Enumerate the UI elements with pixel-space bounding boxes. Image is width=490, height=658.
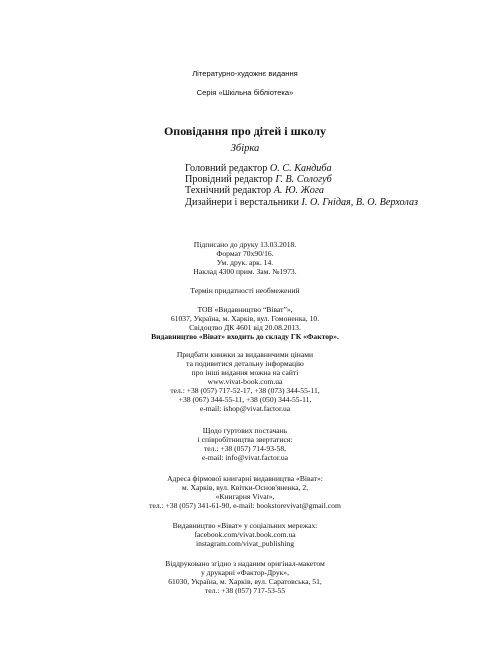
social-block [0, 521, 490, 548]
book-title: Оповідання про дітей і школу [163, 124, 327, 138]
wholesale-line: Щодо гуртових постачань [202, 426, 288, 435]
credits-block [185, 163, 418, 208]
social-line: Видавництво «Віват» у соціальних мережах: [172, 521, 318, 530]
book-subtitle: Збірка [230, 143, 260, 154]
credit-name: О. С. Кандиба [269, 163, 332, 174]
store-line: м. Харків, вул. Квітки-Основ'яненка, 2, [181, 483, 309, 492]
credit-role: Провідний редактор [185, 174, 273, 186]
purchase-line: e-mail: ishop@vivat.factor.ua [199, 404, 291, 413]
printing-line: тел.: +38 (057) 717-53-55 [204, 586, 286, 595]
print-info-line: Наклад 4300 прим. Зам. №1973. [193, 267, 297, 276]
genre-line: Літературно-художнє видання [192, 69, 298, 78]
social-link-instagram: instagram.com/vivat_publishing [195, 539, 295, 548]
printing-line: у друкарні «Фактор-Друк», [200, 568, 290, 577]
printing-line: 61030, Україна, м. Харків, вул. Саратовська, 51, [168, 577, 322, 586]
store-line: тел.: +38 (057) 341-61-90, e-mail: bookstorevivat@gmail.com [149, 501, 341, 510]
print-info-line: Формат 70x90/16. [216, 249, 274, 258]
wholesale-line: тел.: +38 (057) 714-93-58, [203, 444, 287, 453]
validity-line: Термін придатності необмежений [190, 286, 300, 295]
credit-row [185, 163, 418, 174]
publisher-line: Свідоцтво ДК 4601 від 20.08.2013. [189, 323, 301, 332]
store-line: Адреса фірмової книгарні видавництва «Віват»: [167, 474, 323, 483]
purchase-block [0, 350, 490, 413]
wholesale-block [0, 426, 490, 462]
wholesale-line: e-mail: info@vivat.factor.ua [201, 453, 289, 462]
printing-block [0, 559, 490, 595]
purchase-line: +38 (067) 344-55-11, +38 (050) 344-55-11, [178, 395, 312, 404]
credit-row [185, 197, 418, 208]
credit-name: А. Ю. Жога [273, 185, 324, 197]
print-info-block [0, 240, 490, 276]
publisher-line: 61037, Україна, м. Харків, вул. Гомоненка, 10. [170, 314, 320, 323]
publisher-group-line: Видавництво «Віват» входить до складу ГК «Фактор». [151, 332, 339, 341]
wholesale-line: і співробітництва звертатися: [197, 435, 293, 444]
purchase-line: www.vivat-book.com.ua [207, 377, 283, 386]
store-line: «Книгарня Vivat», [215, 492, 275, 501]
credit-row [185, 185, 418, 196]
credit-name: І. О. Гнідая, В. О. Верхолаз [301, 196, 419, 208]
purchase-line: Придбати книжки за видавничими цінами [176, 350, 314, 359]
credit-role: Дизайнери і верстальники [185, 196, 299, 208]
credit-row [185, 174, 418, 185]
print-info-line: Ум. друк. арк. 14. [216, 258, 274, 267]
publisher-line: ТОВ «Видавництво “Віват”», [197, 305, 293, 314]
store-block [0, 474, 490, 510]
purchase-line: про інші видання можна на сайті [191, 368, 299, 377]
printing-line: Віддруковано згідно з наданим оригінал-макетом [165, 559, 325, 568]
publisher-block [0, 305, 490, 341]
credit-role: Головний редактор [185, 163, 268, 174]
credit-name: Г. В. Сологуб [275, 174, 332, 186]
social-link-facebook: facebook.com/vivat.book.com.ua [194, 530, 296, 539]
print-info-line: Підписано до друку 13.03.2018. [193, 240, 297, 249]
purchase-line: тел.: +38 (057) 717-52-17, +38 (073) 344-55-11, [170, 386, 320, 395]
credit-role: Технічний редактор [185, 185, 272, 197]
series-line: Серія «Шкільна бібліотека» [196, 88, 294, 97]
purchase-line: та подивитися детальну інформацію [186, 359, 304, 368]
